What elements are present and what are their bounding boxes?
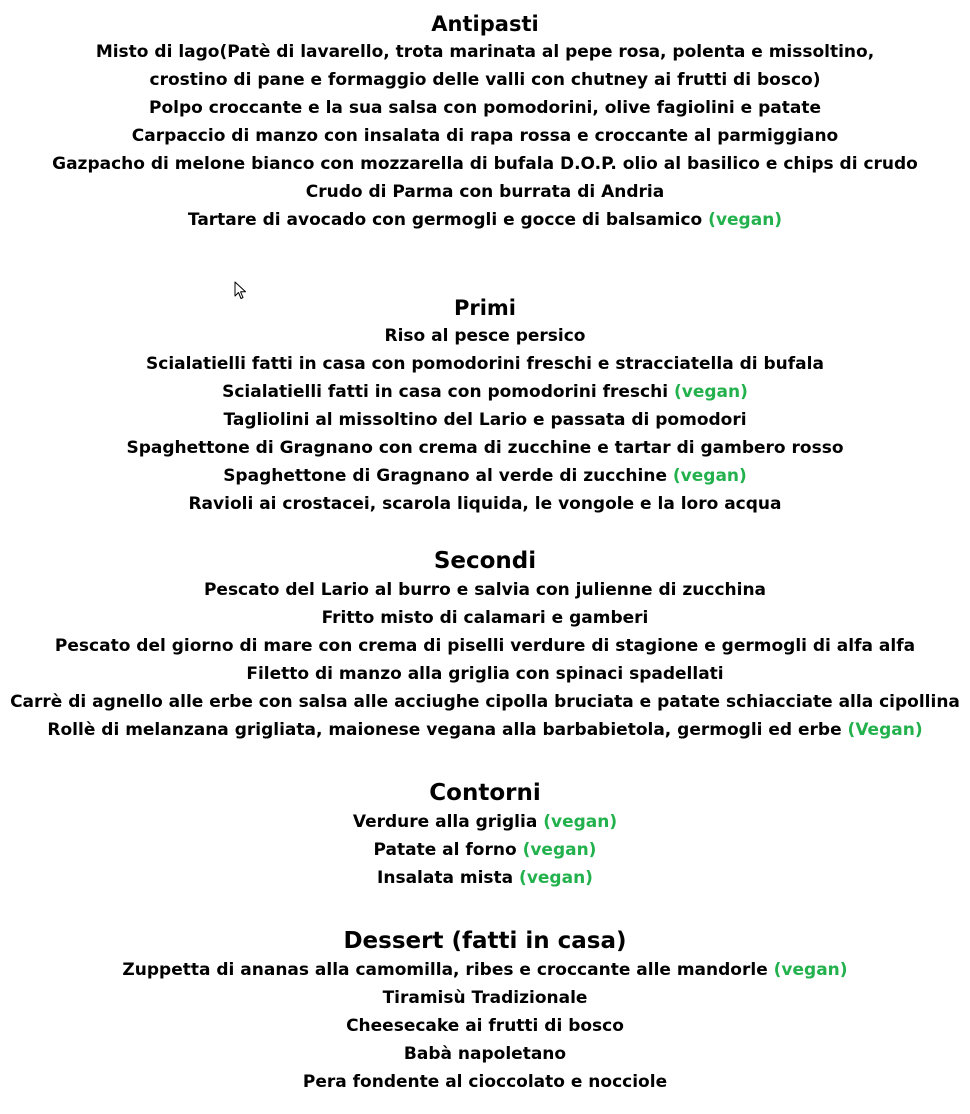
- menu-item-text: Misto di lago(Patè di lavarello, trota marinata al pepe rosa, polenta e missoltino,: [95, 42, 875, 62]
- vegan-tag: (vegan): [673, 382, 748, 402]
- menu-item: [0, 38, 970, 66]
- menu-item: [0, 178, 970, 206]
- menu-item: [0, 632, 970, 660]
- menu-item-text: Zuppetta di ananas alla camomilla, ribes e croccante alle mandorle: [122, 960, 774, 980]
- menu-item: [0, 150, 970, 178]
- menu-item-text: Carrè di agnello alle erbe con salsa alle acciughe cipolla bruciata e patate schiacciate alla cipollina: [10, 692, 960, 712]
- menu-item: [0, 322, 970, 350]
- menu-item: [0, 206, 970, 234]
- menu-item-text: Pescato del Lario al burro e salvia con julienne di zucchina: [203, 580, 767, 600]
- menu-item-text: Polpo croccante e la sua salsa con pomodorini, olive fagiolini e patate: [148, 98, 821, 118]
- menu-item: [0, 864, 970, 892]
- section-title: Antipasti: [431, 12, 539, 36]
- section-contorni: [0, 778, 970, 892]
- mouse-pointer-icon: [234, 281, 248, 301]
- menu-item-text: Rollè di melanzana grigliata, maionese vegana alla barbabietola, germogli ed erbe: [47, 720, 848, 740]
- menu-item: [0, 576, 970, 604]
- menu-item: [0, 604, 970, 632]
- menu-item-text: Ravioli ai crostacei, scarola liquida, le vongole e la loro acqua: [188, 494, 782, 514]
- menu-item-text: Cheesecake ai frutti di bosco: [346, 1016, 624, 1036]
- menu-item-text: Fritto misto di calamari e gamberi: [321, 608, 649, 628]
- menu-item: [0, 94, 970, 122]
- menu-item-text: Tagliolini al missoltino del Lario e passata di pomodori: [223, 410, 747, 430]
- menu-list: [0, 576, 970, 744]
- menu-item-text: Pescato del giorno di mare con crema di piselli verdure di stagione e germogli di alfa alfa: [54, 636, 916, 656]
- section-primi: [0, 294, 970, 518]
- vegan-tag: (vegan): [543, 812, 618, 832]
- section-secondi: [0, 546, 970, 744]
- menu-item: [0, 836, 970, 864]
- menu-item-text: Tartare di avocado con germogli e gocce di balsamico: [187, 210, 709, 230]
- vegan-tag: (Vegan): [847, 720, 923, 740]
- menu-item: [0, 716, 970, 744]
- vegan-tag: (vegan): [708, 210, 783, 230]
- menu-item: [0, 984, 970, 1012]
- vegan-tag: (vegan): [519, 868, 593, 888]
- vegan-tag: (vegan): [672, 466, 747, 486]
- section-title: Primi: [453, 296, 517, 320]
- menu-item-text: Spaghettone di Gragnano con crema di zucchine e tartar di gambero rosso: [126, 438, 844, 458]
- menu-item: [0, 378, 970, 406]
- menu-list: [0, 956, 970, 1096]
- menu-item-text: Riso al pesce persico: [384, 326, 586, 346]
- menu-item: [0, 406, 970, 434]
- menu-item-text: Spaghettone di Gragnano al verde di zucchine: [223, 466, 673, 486]
- section-antipasti: [0, 10, 970, 234]
- menu-item-text: Gazpacho di melone bianco con mozzarella di bufala D.O.P. olio al basilico e chips di crudo: [52, 154, 918, 174]
- menu-item-text: Crudo di Parma con burrata di Andria: [305, 182, 665, 202]
- menu-item: [0, 1012, 970, 1040]
- menu-item: [0, 350, 970, 378]
- menu-item: [0, 956, 970, 984]
- menu-item-text: Verdure alla griglia: [352, 812, 544, 832]
- menu-item: [0, 1040, 970, 1068]
- menu-item: [0, 462, 970, 490]
- menu-item-text: Pera fondente al cioccolato e nocciole: [302, 1072, 668, 1092]
- menu-item-text: Tiramisù Tradizionale: [382, 988, 588, 1008]
- menu-item: [0, 122, 970, 150]
- section-title: Contorni: [429, 780, 541, 806]
- menu-item: [0, 808, 970, 836]
- menu-item: [0, 1068, 970, 1096]
- menu-item-text: Carpaccio di manzo con insalata di rapa rossa e croccante al parmiggiano: [131, 126, 839, 146]
- vegan-tag: (vegan): [522, 840, 597, 860]
- menu-item: [0, 490, 970, 518]
- menu-item-text: Scialatielli fatti in casa con pomodorini freschi: [222, 382, 674, 402]
- menu-item: [0, 434, 970, 462]
- menu-item-text: Scialatielli fatti in casa con pomodorini freschi e stracciatella di bufala: [146, 354, 824, 374]
- menu-item: [0, 66, 970, 94]
- menu-item: [0, 660, 970, 688]
- menu-item-text: crostino di pane e formaggio delle valli con chutney ai frutti di bosco): [149, 70, 821, 90]
- section-title: Secondi: [433, 548, 537, 574]
- menu-item-text: Patate al forno: [373, 840, 523, 860]
- section-dessert: [0, 926, 970, 1096]
- menu-item: [0, 688, 970, 716]
- menu-item-text: Filetto di manzo alla griglia con spinaci spadellati: [246, 664, 724, 684]
- menu-list: [0, 322, 970, 518]
- menu-item-text: Babà napoletano: [403, 1044, 567, 1064]
- menu-list: [0, 808, 970, 892]
- menu-list: [0, 38, 970, 234]
- vegan-tag: (vegan): [773, 960, 848, 980]
- menu-item-text: Insalata mista: [377, 868, 520, 888]
- section-title: Dessert (fatti in casa): [343, 928, 627, 954]
